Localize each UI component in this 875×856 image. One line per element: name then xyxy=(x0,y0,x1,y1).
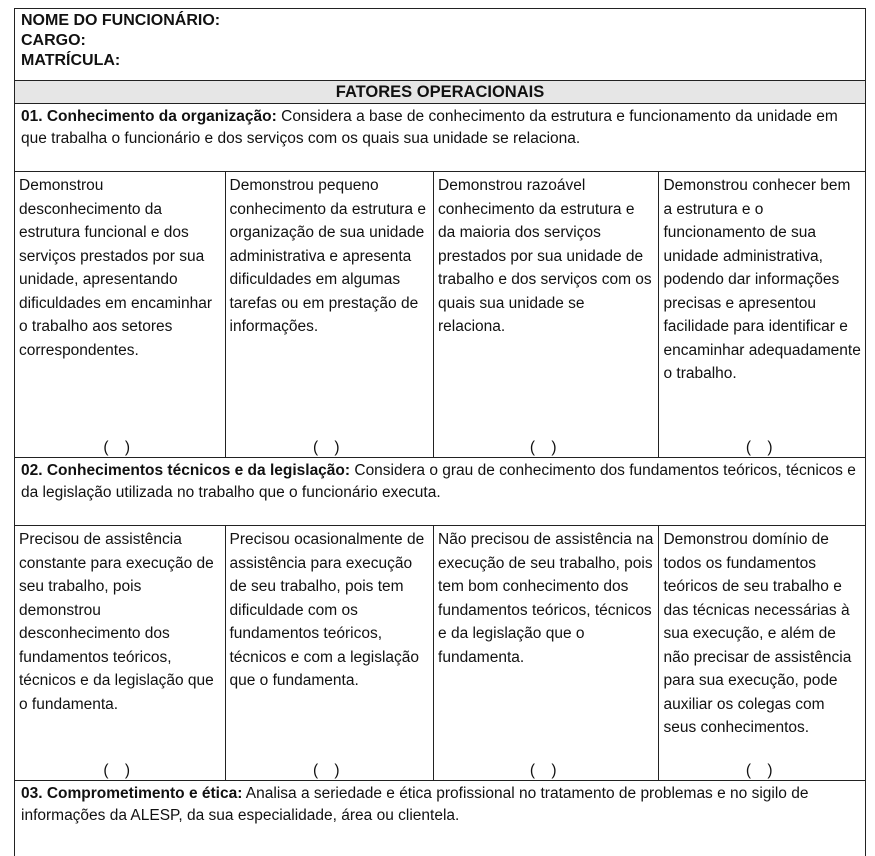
factor-02-title: 02. Conhecimentos técnicos e da legislação: xyxy=(21,462,351,479)
factor-01-header xyxy=(15,104,865,172)
registration-label: MATRÍCULA: xyxy=(21,52,121,69)
employee-header xyxy=(15,9,865,81)
option-text: Demonstrou razoável conhecimento da estrutura e da maioria dos serviços prestados por sua unidade de trabalho e dos serviços com os quais sua unidade se relaciona. xyxy=(438,177,652,335)
checkbox-mark[interactable]: ( ) xyxy=(529,762,563,779)
factor-02-description: Considera o grau de conhecimento dos fundamentos teóricos, técnicos e da legislação utilizada no trabalho que o funcionário executa. xyxy=(21,462,856,501)
option-text: Demonstrou conhecer bem a estrutura e o funcionamento de sua unidade administrativa, podendo dar informações precisas e apresentou facilidade para identificar e encaminhar adequadamente o trabalho. xyxy=(663,177,861,382)
factor-02-option-2[interactable] xyxy=(226,526,435,780)
option-text: Precisou ocasionalmente de assistência para execução de seu trabalho, pois tem dificuldade com os fundamentos teóricos, técnicos e com a legislação que o fundamenta. xyxy=(229,531,425,689)
option-text: Não precisou de assistência na execução de seu trabalho, pois tem bom conhecimento dos fundamentos teóricos, técnicos e da legislação que o fundamenta. xyxy=(438,531,654,666)
checkbox-mark[interactable]: ( ) xyxy=(745,762,779,779)
checkbox-mark[interactable]: ( ) xyxy=(312,762,346,779)
option-text: Precisou de assistência constante para execução de seu trabalho, pois demonstrou desconhecimento dos fundamentos teóricos, técnicos e da legislação que o fundamenta. xyxy=(19,531,214,713)
checkbox-mark[interactable]: ( ) xyxy=(529,439,563,456)
option-text: Demonstrou domínio de todos os fundamentos teóricos de seu trabalho e das técnicas necessárias à sua execução, e além de não precisar de assistência para sua execução, pode auxiliar os colegas com seus conhecimentos. xyxy=(663,531,852,736)
factor-01-option-4[interactable] xyxy=(659,172,865,457)
role-label: CARGO: xyxy=(21,32,86,49)
checkbox-mark[interactable]: ( ) xyxy=(103,762,137,779)
factor-01-description: Considera a base de conhecimento da estrutura e funcionamento da unidade em que trabalha o funcionário e dos serviços com os quais sua unidade se relaciona. xyxy=(21,108,838,147)
factor-01-title: 01. Conhecimento da organização: xyxy=(21,108,277,125)
factor-01-option-3[interactable] xyxy=(434,172,659,457)
factor-03-header xyxy=(15,781,865,829)
factor-01-option-2[interactable] xyxy=(226,172,435,457)
option-text: Demonstrou desconhecimento da estrutura funcional e dos serviços prestados por sua unidade, apresentando dificuldades em encaminhar o trabalho aos setores correspondentes. xyxy=(19,177,212,359)
factor-02-options xyxy=(15,526,865,781)
factor-02-option-1[interactable] xyxy=(15,526,226,780)
evaluation-form xyxy=(14,8,866,856)
factor-02-option-4[interactable] xyxy=(659,526,865,780)
checkbox-mark[interactable]: ( ) xyxy=(745,439,779,456)
option-text: Demonstrou pequeno conhecimento da estrutura e organização de sua unidade administrativa e apresenta dificuldades em algumas tarefas ou em prestação de informações. xyxy=(229,177,426,335)
section-title: FATORES OPERACIONAIS xyxy=(15,81,865,104)
factor-02-option-3[interactable] xyxy=(434,526,659,780)
employee-name-label: NOME DO FUNCIONÁRIO: xyxy=(21,12,221,29)
factor-03-title: 03. Comprometimento e ética: xyxy=(21,785,243,802)
checkbox-mark[interactable]: ( ) xyxy=(103,439,137,456)
factor-03-description: Analisa a seriedade e ética profissional no tratamento de problemas e no sigilo de informações da ALESP, da sua especialidade, área ou clientela. xyxy=(21,785,809,824)
factor-01-options xyxy=(15,172,865,458)
factor-01-option-1[interactable] xyxy=(15,172,226,457)
factor-02-header xyxy=(15,458,865,526)
checkbox-mark[interactable]: ( ) xyxy=(312,439,346,456)
